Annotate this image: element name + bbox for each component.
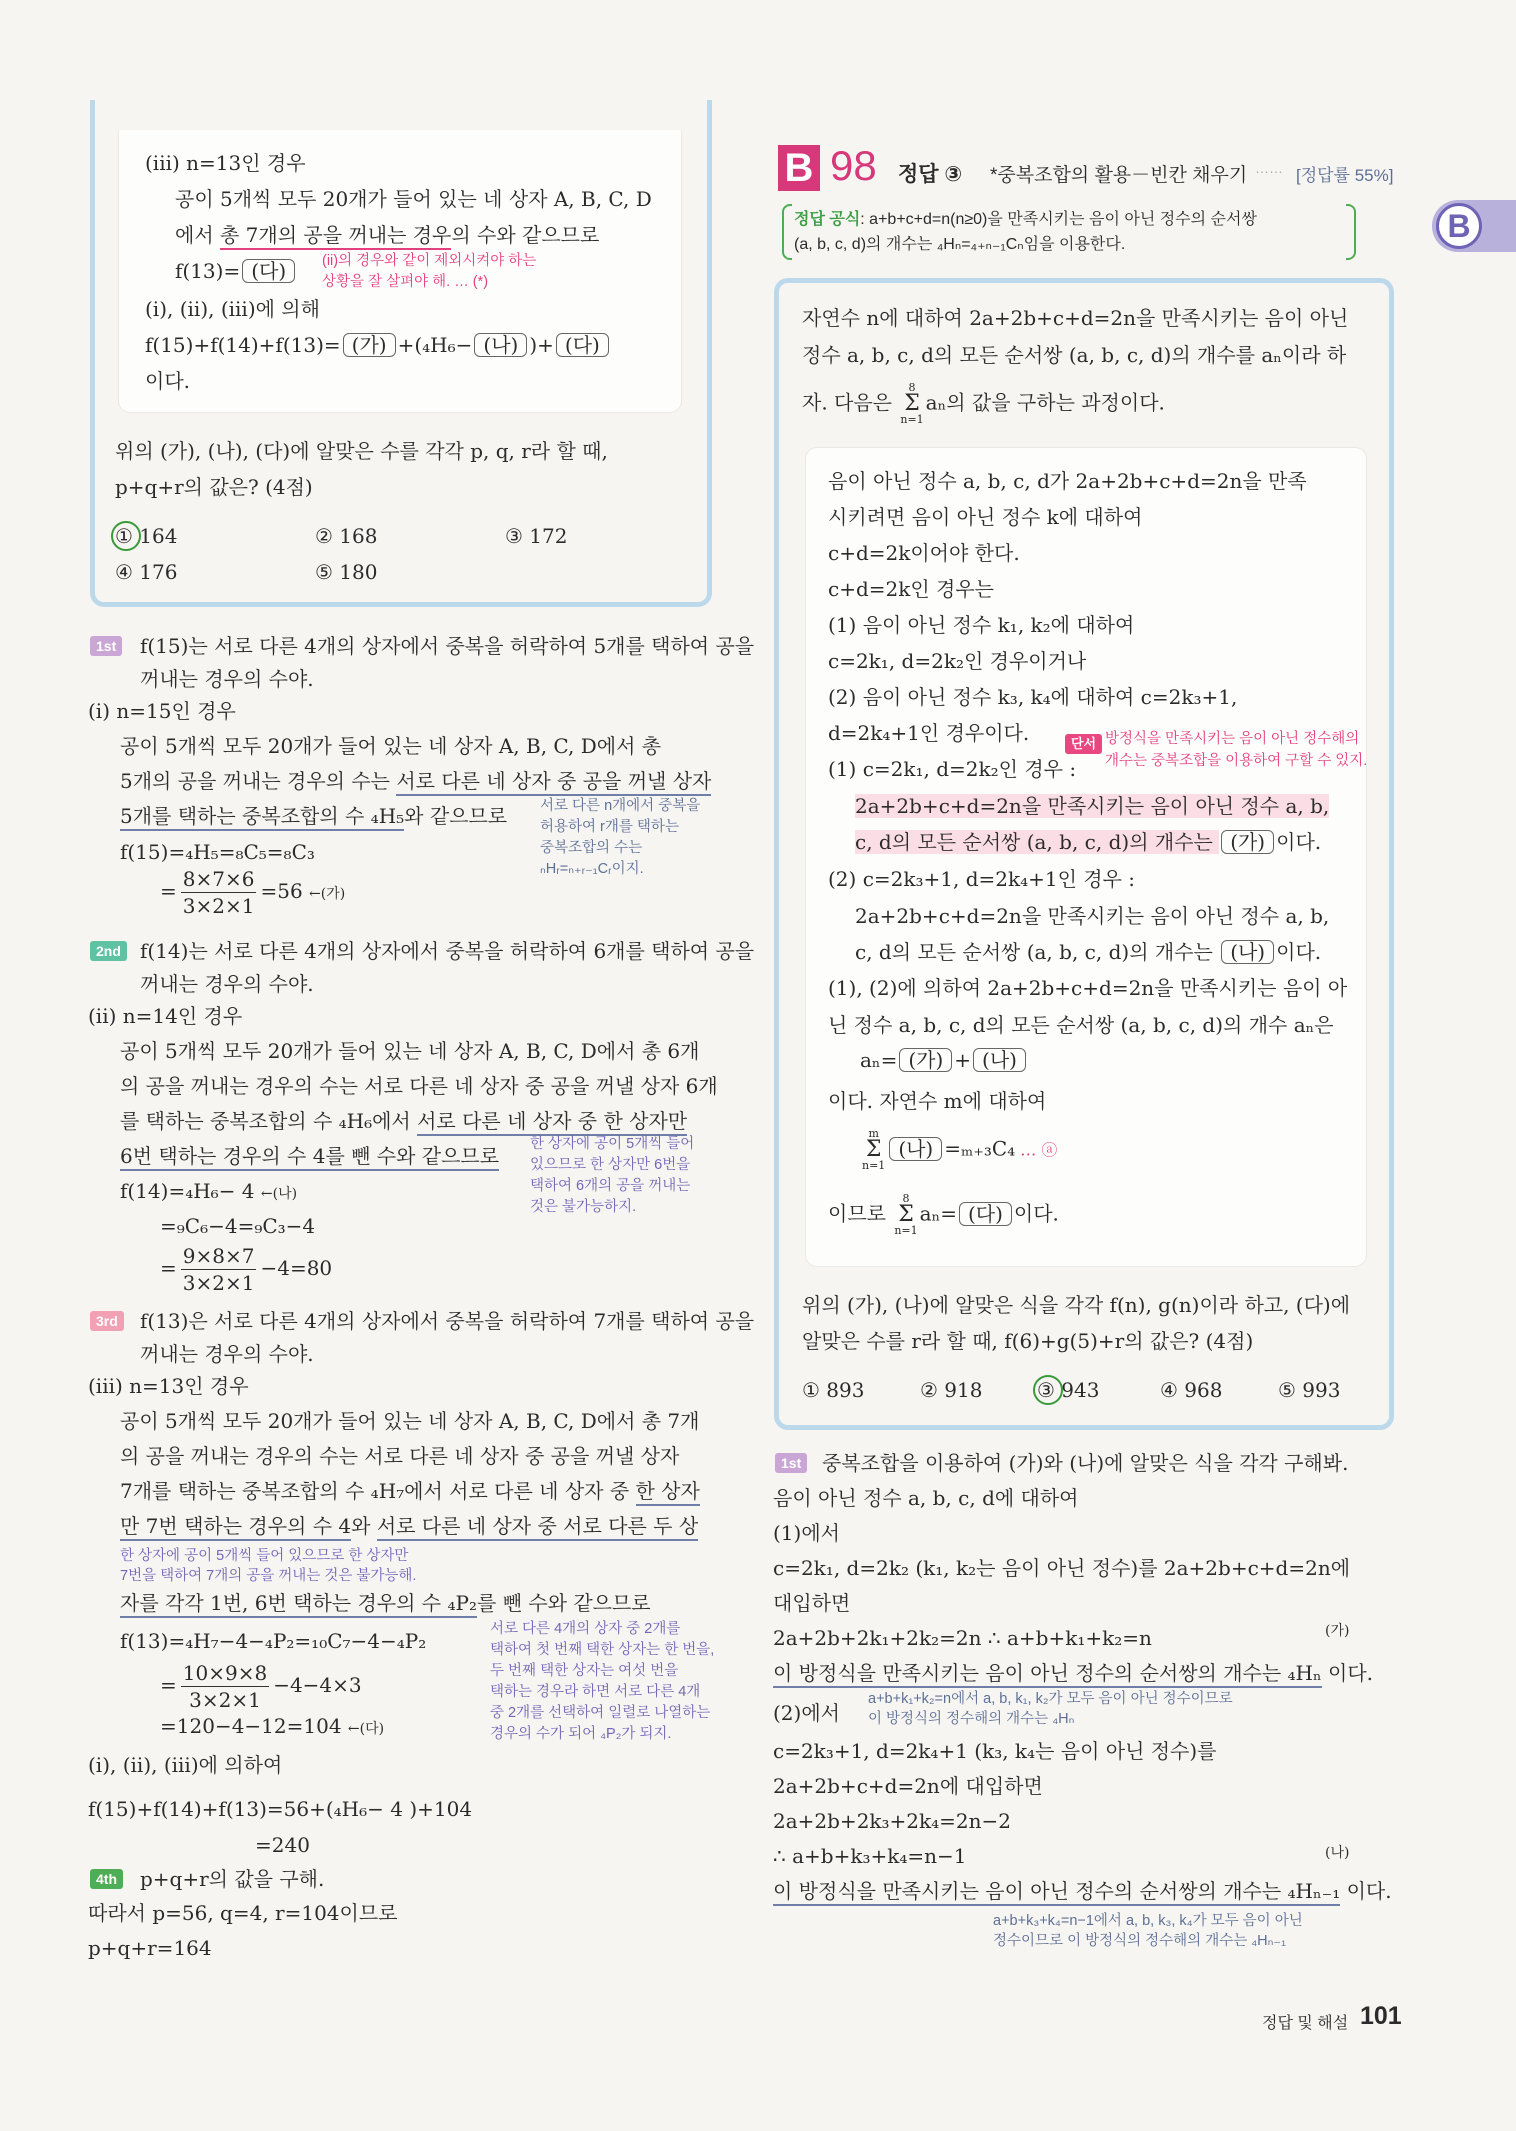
sum-upper-limit: 8 <box>902 1192 910 1205</box>
summation <box>900 382 923 426</box>
answer-choice[interactable]: ② 918 <box>920 1378 983 1402</box>
text-line: 자연수 n에 대하여 2a+2b+c+d=2n을 만족시키는 음이 아닌 <box>802 306 1349 330</box>
pink-underlined-text: 총 7개의 공을 꺼내는 경우 <box>220 223 451 250</box>
blank-box: (나) <box>889 1137 942 1161</box>
text-line <box>160 1660 362 1713</box>
text-line: c=2k₁, d=2k₂ (k₁, k₂는 음이 아닌 정수)를 2a+2b+c+d=2n에 <box>773 1556 1351 1580</box>
formula-bracket-right <box>1346 204 1356 260</box>
text-line <box>120 1178 297 1207</box>
text-line: c=2k₁, d=2k₂인 경우이거나 <box>828 649 1087 673</box>
text-line: 따라서 p=56, q=4, r=104이므로 <box>88 1901 398 1925</box>
answer-choice[interactable]: ⑤ 180 <box>315 560 378 584</box>
page-number: 101 <box>1360 2002 1402 2030</box>
text-line: (1) c=2k₁, d=2k₂인 경우 : <box>828 757 1077 781</box>
formula-bracket-left <box>782 204 792 260</box>
summation <box>862 1128 885 1172</box>
blank-label: (나) <box>1325 1845 1350 1861</box>
annotation-note: 한 상자에 공이 5개씩 들어 있으므로 한 상자만 <box>120 1548 409 1564</box>
highlighted-text: c, d의 모든 순서쌍 (a, b, c, d)의 개수는 <box>855 830 1220 854</box>
underlined-text: 이 방정식을 만족시키는 음이 아닌 정수의 순서쌍의 개수는 ₄Hₙ <box>773 1661 1322 1688</box>
text-line: p+q+r의 값은? (4점) <box>115 475 313 499</box>
text-line: (iii) n=13인 경우 <box>145 151 306 175</box>
text-line: 공이 5개씩 모두 20개가 들어 있는 네 상자 A, B, C, D에서 총 <box>120 734 662 758</box>
text-line <box>855 793 1329 819</box>
text-line: f(15)는 서로 다른 4개의 상자에서 중복을 허락하여 5개를 택하여 공을 <box>140 634 755 658</box>
annotation-note: ₙHᵣ=ₙ₊ᵣ₋₁Cᵣ이지. <box>540 861 644 877</box>
text-line: 공이 5개씩 모두 20개가 들어 있는 네 상자 A, B, C, D <box>175 187 652 211</box>
text-line <box>160 1243 332 1296</box>
text-line: 의 공을 꺼내는 경우의 수는 서로 다른 네 상자 중 공을 꺼낼 상자 <box>120 1444 680 1468</box>
fraction-numerator: 8×7×6 <box>182 867 255 891</box>
footer-label: 정답 및 해설 <box>1262 2015 1349 2032</box>
blank-box: (가) <box>343 333 396 357</box>
text-line <box>120 1478 700 1504</box>
text-line: f(13)=₄H₇−4−₄P₂=₁₀C₇−4−₄P₂ <box>120 1629 427 1653</box>
annotation-note: 중 2개를 선택하여 일렬로 나열하는 <box>490 1705 711 1721</box>
text-line: 2a+2b+2k₃+2k₄=2n−2 <box>773 1809 1012 1833</box>
answer-choice[interactable]: ① 893 <box>802 1378 865 1402</box>
text-segment: aₙ의 값을 구하는 과정이다. <box>925 390 1165 415</box>
text-segment: f(15)+f(14)+f(13)= <box>145 333 341 357</box>
text-segment: 이다. <box>1276 940 1322 964</box>
text-line <box>855 939 1321 965</box>
text-line: 꺼내는 경우의 수야. <box>140 972 314 996</box>
text-line: 꺼내는 경우의 수야. <box>140 1342 314 1366</box>
text-segment: 이다. <box>1340 1879 1392 1903</box>
text-segment: 와 <box>351 1514 377 1538</box>
text-line: 위의 (가), (나), (다)에 알맞은 수를 각각 p, q, r라 할 때, <box>115 439 608 463</box>
text-line <box>120 1513 698 1539</box>
text-line <box>145 332 611 358</box>
text-line: 의 공을 꺼내는 경우의 수는 서로 다른 네 상자 중 공을 꺼낼 상자 6개 <box>120 1074 718 1098</box>
text-segment: = <box>160 1256 177 1280</box>
text-line: 대입하면 <box>773 1591 851 1615</box>
text-line: p+q+r의 값을 구해. <box>140 1867 325 1891</box>
problem-number: 98 <box>830 142 877 189</box>
fraction <box>181 866 257 919</box>
text-line: 공이 5개씩 모두 20개가 들어 있는 네 상자 A, B, C, D에서 총 7개 <box>120 1409 700 1433</box>
formula-text: : a+b+c+d=n(n≥0)을 만족시키는 음이 아닌 정수의 순서쌍 <box>860 211 1257 228</box>
text-segment: 이다. <box>1276 830 1322 854</box>
formula-line-2: (a, b, c, d)의 개수는 ₄Hₙ=₄₊ₙ₋₁Cₙ임을 이용한다. <box>794 236 1126 253</box>
text-segment: aₙ= <box>860 1048 898 1072</box>
annotation-note: a+b+k₃+k₄=n−1에서 a, b, k₃, k₄가 모두 음이 아닌 <box>993 1913 1303 1929</box>
text-line: (iii) n=13인 경우 <box>88 1374 249 1398</box>
text-line: 음이 아닌 정수 a, b, c, d가 2a+2b+c+d=2n을 만족 <box>828 469 1307 493</box>
annotation-note: 7번을 택하여 7개의 공을 꺼내는 것은 불가능해. <box>120 1568 417 1584</box>
fraction-denominator: 3×2×1 <box>182 1271 255 1295</box>
sigma-symbol: Σ <box>898 1202 914 1227</box>
text-segment: = <box>160 879 177 903</box>
text-segment: 에서 <box>175 223 220 247</box>
underlined-text: 5개를 택하는 중복조합의 수 ₄H₅ <box>120 804 404 831</box>
text-line: 꺼내는 경우의 수야. <box>140 667 314 691</box>
sum-lower-limit: n=1 <box>900 413 924 426</box>
annotation-note: 택하여 첫 번째 택한 상자는 한 번을, <box>490 1642 715 1658</box>
text-line: =240 <box>255 1833 310 1857</box>
answer-choice[interactable]: ④ 176 <box>115 560 178 584</box>
text-line: (1) 음이 아닌 정수 k₁, k₂에 대하여 <box>828 613 1135 637</box>
sum-lower-limit: n=1 <box>894 1224 918 1237</box>
underlined-text: 한 상자 <box>636 1479 700 1506</box>
text-segment: 이다. <box>1321 1661 1374 1685</box>
annotation-note: 있으므로 한 상자만 6번을 <box>530 1157 691 1173</box>
text-segment: 5개의 공을 꺼내는 경우의 수는 <box>120 769 397 793</box>
text-segment: −4=80 <box>260 1256 333 1280</box>
text-line <box>773 1878 1392 1904</box>
text-line <box>860 1047 1028 1073</box>
text-line: ∴ a+b+k₃+k₄=n−1 <box>773 1844 967 1868</box>
text-line: 중복조합을 이용하여 (가)와 (나)에 알맞은 식을 각각 구해봐. <box>822 1451 1349 1475</box>
text-segment: =120−4−12=104 <box>160 1714 348 1738</box>
side-tab-letter: B <box>1436 203 1482 249</box>
text-line <box>120 768 711 794</box>
text-line <box>120 1590 651 1616</box>
text-line <box>175 222 599 248</box>
blank-box: (다) <box>959 1202 1012 1226</box>
text-line <box>160 1713 384 1742</box>
annotation-note: 두 번째 택한 상자는 여섯 번을 <box>490 1663 679 1679</box>
step-tag: 4th <box>90 1869 123 1889</box>
text-segment: + <box>954 1048 972 1072</box>
fraction-numerator: 10×9×8 <box>182 1661 268 1685</box>
highlighted-text: 2a+2b+c+d=2n을 만족시키는 음이 아닌 정수 a, b, <box>855 794 1330 818</box>
annotation-note: 한 상자에 공이 5개씩 들어 <box>530 1136 695 1152</box>
blank-pointer: ←(나) <box>260 1186 298 1202</box>
answer-choice[interactable]: ④ 968 <box>1160 1378 1223 1402</box>
text-segment: f(14)=₄H₆− 4 <box>120 1179 261 1203</box>
formula-label: 정답 공식 <box>794 211 861 228</box>
blank-label: (가) <box>1325 1623 1350 1639</box>
text-segment: 를 뺀 수와 같으므로 <box>476 1591 651 1615</box>
text-line: f(15)+f(14)+f(13)=56+(₄H₆− 4 )+104 <box>88 1797 473 1821</box>
sum-upper-limit: 8 <box>908 381 916 394</box>
text-line: 위의 (가), (나)에 알맞은 식을 각각 f(n), g(n)이라 하고, (다)에 <box>802 1293 1351 1317</box>
annotation-note: 택하여 6개의 공을 꺼내는 <box>530 1178 691 1194</box>
answer-choice[interactable]: ③ 943 <box>1037 1378 1100 1402</box>
annotation-note: 중복조합의 수는 <box>540 840 643 856</box>
text-line <box>802 382 1165 426</box>
blank-box: (가) <box>899 1048 952 1072</box>
blank-box: (가) <box>1221 830 1274 854</box>
text-line <box>120 1108 687 1134</box>
sum-lower-limit: n=1 <box>862 1159 886 1172</box>
text-line <box>175 258 297 284</box>
fraction <box>181 1660 269 1713</box>
text-line: p+q+r=164 <box>88 1936 212 1960</box>
text-line: 알맞은 수를 r라 할 때, f(6)+g(5)+r의 값은? (4점) <box>802 1329 1254 1353</box>
text-line: 2a+2b+c+d=2n에 대입하면 <box>773 1774 1043 1798</box>
text-line <box>120 1143 499 1169</box>
annotation-note: 경우의 수가 되어 ₄P₂가 되지. <box>490 1726 672 1742</box>
equation-marker: … ⓐ <box>1015 1140 1058 1160</box>
text-segment: aₙ= <box>919 1201 957 1226</box>
text-segment: c, d의 모든 순서쌍 (a, b, c, d)의 개수는 <box>855 940 1220 964</box>
text-line <box>855 829 1321 855</box>
sum-upper-limit: m <box>868 1127 879 1140</box>
formula-line-1 <box>794 206 1257 229</box>
text-line: 2a+2b+2k₁+2k₂=2n ∴ a+b+k₁+k₂=n <box>773 1626 1152 1650</box>
underlined-text: 서로 다른 네 상자 중 한 상자만 <box>417 1109 687 1136</box>
annotation-note: 것은 불가능하지. <box>530 1199 637 1215</box>
step-tag: 3rd <box>90 1311 124 1331</box>
text-line <box>120 803 507 829</box>
annotation-note: 개수는 중복조합을 이용하여 구할 수 있지. <box>1105 753 1368 769</box>
text-line: (2)에서 <box>773 1701 840 1725</box>
text-line: 닌 정수 a, b, c, d의 모든 순서쌍 (a, b, c, d)의 개수 aₙ은 <box>828 1013 1334 1037</box>
blank-box: (나) <box>474 333 527 357</box>
text-segment: )+ <box>529 333 554 357</box>
text-line: f(13)은 서로 다른 4개의 상자에서 중복을 허락하여 7개를 택하여 공을 <box>140 1309 755 1333</box>
text-segment: 이므로 <box>828 1201 893 1226</box>
text-segment: 이다. <box>1013 1201 1059 1226</box>
answer-label: 정답 ③ <box>898 163 963 186</box>
text-line: 이다. <box>145 369 190 393</box>
annotation-note: 상황을 잘 살펴야 해. … (*) <box>322 274 489 290</box>
text-line: f(15)=₄H₅=₈C₅=₈C₃ <box>120 840 315 864</box>
fraction-denominator: 3×2×1 <box>189 1688 261 1712</box>
text-line: (2) 음이 아닌 정수 k₃, k₄에 대하여 c=2k₃+1, <box>828 685 1238 709</box>
annotation-note: (ii)의 경우와 같이 제외시켜야 하는 <box>322 253 537 269</box>
blank-box: (나) <box>1221 940 1274 964</box>
text-segment: f(13)= <box>175 259 241 283</box>
text-line: c+d=2k인 경우는 <box>828 577 995 601</box>
text-line: =₉C₆−4=₉C₃−4 <box>160 1214 316 1238</box>
summation <box>894 1193 917 1237</box>
text-line: (i), (ii), (iii)에 의하여 <box>88 1753 283 1777</box>
blank-box: (다) <box>242 259 295 283</box>
answer-choice[interactable]: ③ 172 <box>505 524 568 548</box>
underlined-text: 만 7번 택하는 경우의 수 4 <box>120 1514 351 1541</box>
step-tag: 단서 <box>1065 734 1102 754</box>
blank-box: (나) <box>973 1048 1026 1072</box>
text-line: (2) c=2k₃+1, d=2k₄+1인 경우 : <box>828 867 1136 891</box>
text-segment: =ₘ₊₃C₄ <box>944 1136 1016 1161</box>
text-segment: =56 <box>260 879 310 903</box>
blank-pointer: ←(가) <box>309 886 346 902</box>
text-line: f(14)는 서로 다른 4개의 상자에서 중복을 허락하여 6개를 택하여 공을 <box>140 939 755 963</box>
annotation-note: 서로 다른 4개의 상자 중 2개를 <box>490 1621 681 1637</box>
text-segment: +(₄H₆− <box>397 333 473 357</box>
annotation-note: 택하는 경우라 하면 서로 다른 4개 <box>490 1684 701 1700</box>
fraction-numerator: 9×8×7 <box>182 1244 255 1268</box>
annotation-note: 정수이므로 이 방정식의 정수해의 개수는 ₄Hₙ₋₁ <box>993 1933 1286 1949</box>
topic-label: *중복조합의 활용－빈칸 채우기 <box>990 165 1248 186</box>
blank-box: (다) <box>556 333 609 357</box>
sigma-symbol: Σ <box>865 1137 882 1162</box>
text-line: 정수 a, b, c, d의 모든 순서쌍 (a, b, c, d)의 개수를 aₙ이라 하 <box>802 343 1347 367</box>
text-line <box>828 1193 1059 1237</box>
underlined-text: 서로 다른 네 상자 중 서로 다른 두 상 <box>377 1514 698 1541</box>
annotation-note: a+b+k₁+k₂=n에서 a, b, k₁, k₂가 모두 음이 아닌 정수이므로 <box>868 1691 1233 1707</box>
step-tag: 1st <box>90 636 122 656</box>
underlined-text: 6번 택하는 경우의 수 4를 뺀 수와 같으므로 <box>120 1144 499 1171</box>
text-segment: = <box>160 1673 177 1697</box>
text-segment: 를 택하는 중복조합의 수 ₄H₆에서 <box>120 1109 418 1133</box>
fraction <box>181 1243 257 1296</box>
sigma-symbol: Σ <box>904 391 920 416</box>
text-line: 공이 5개씩 모두 20개가 들어 있는 네 상자 A, B, C, D에서 총 6개 <box>120 1039 700 1063</box>
text-segment: 자. 다음은 <box>802 390 899 415</box>
text-line <box>160 866 345 919</box>
text-line: (1)에서 <box>773 1521 840 1545</box>
text-line: (1), (2)에 의하여 2a+2b+c+d=2n을 만족시키는 음이 아 <box>828 976 1348 1000</box>
text-line: c=2k₃+1, d=2k₄+1 (k₃, k₄는 음이 아닌 정수)를 <box>773 1739 1217 1763</box>
text-segment: 의 수와 같으므로 <box>451 223 600 247</box>
text-line: 이다. 자연수 m에 대하여 <box>828 1089 1047 1113</box>
text-segment: 와 같으므로 <box>404 804 508 828</box>
annotation-note: 방정식을 만족시키는 음이 아닌 정수해의 <box>1105 731 1360 747</box>
blank-pointer: ←(다) <box>347 1721 385 1737</box>
annotation-note: 이 방정식의 정수해의 개수는 ₄Hₙ <box>868 1711 1075 1727</box>
text-line: (i) n=15인 경우 <box>88 699 236 723</box>
underlined-text: 서로 다른 네 상자 중 공을 꺼낼 상자 <box>396 769 711 796</box>
answer-choice[interactable]: ② 168 <box>315 524 378 548</box>
text-line <box>860 1128 1057 1172</box>
annotation-note: 허용하여 r개를 택하는 <box>540 819 679 835</box>
text-line: 시키려면 음이 아닌 정수 k에 대하여 <box>828 505 1143 529</box>
annotation-note: 서로 다른 n개에서 중복을 <box>540 798 701 814</box>
side-tab <box>1432 200 1516 252</box>
underlined-text: 자를 각각 1번, 6번 택하는 경우의 수 ₄P₂ <box>120 1591 477 1618</box>
step-tag: 1st <box>775 1453 807 1473</box>
text-segment: 7개를 택하는 중복조합의 수 ₄H₇에서 서로 다른 네 상자 중 <box>120 1479 636 1503</box>
text-line: d=2k₄+1인 경우이다. <box>828 721 1030 745</box>
answer-choice[interactable]: ① 164 <box>115 524 178 548</box>
text-line: c+d=2k이어야 한다. <box>828 541 1020 565</box>
fraction-denominator: 3×2×1 <box>182 894 255 918</box>
step-tag: 2nd <box>90 941 127 961</box>
text-line <box>773 1660 1373 1686</box>
answer-choice[interactable]: ⑤ 993 <box>1278 1378 1341 1402</box>
text-line: (i), (ii), (iii)에 의해 <box>145 297 320 321</box>
dots: …… <box>1255 160 1283 176</box>
text-line: 2a+2b+c+d=2n을 만족시키는 음이 아닌 정수 a, b, <box>855 904 1330 928</box>
text-line: (ii) n=14인 경우 <box>88 1004 243 1028</box>
accuracy-rate: [정답률 55%] <box>1296 166 1394 185</box>
text-segment: −4−4×3 <box>273 1673 362 1697</box>
underlined-text: 이 방정식을 만족시키는 음이 아닌 정수의 순서쌍의 개수는 ₄Hₙ₋₁ <box>773 1879 1340 1906</box>
section-badge: B <box>778 145 820 191</box>
text-line: 음이 아닌 정수 a, b, c, d에 대하여 <box>773 1486 1079 1510</box>
